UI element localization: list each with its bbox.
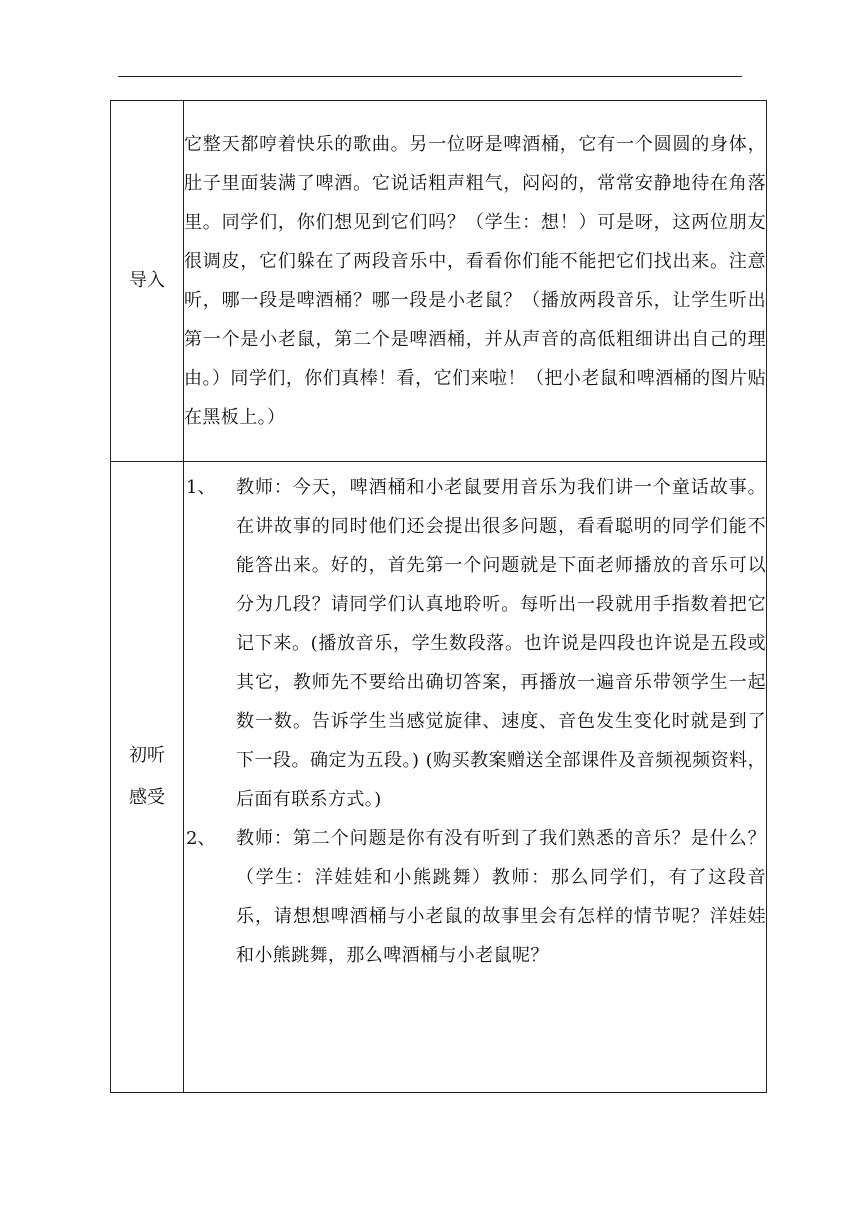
list-item (184, 468, 766, 819)
table-row (111, 101, 767, 462)
table-row (111, 462, 767, 1093)
intro-paragraph: 它整天都哼着快乐的歌曲。另一位呀是啤酒桶，它有一个圆圆的身体，肚子里面装满了啤酒。它说话粗声粗气，闷闷的，常常安静地待在角落里。同学们，你们想见到它们吗？（学生：想！）可是呀，这两位朋友很调皮，它们躲在了两段音乐中，看看你们能不能把它们找出来。注意听，哪一段是啤酒桶？哪一段是小老鼠？（播放两段音乐，让学生听出第一个是小老鼠，第二个是啤酒桶，并从声音的高低粗细讲出自己的理由。）同学们，你们真棒！看，它们来啦！（把小老鼠和啤酒桶的图片贴在黑板上。） (184, 134, 766, 428)
row-label (111, 101, 184, 462)
lesson-plan-table (110, 100, 767, 1093)
item-number: 2、 (186, 828, 216, 849)
item-number: 1、 (186, 477, 216, 498)
item-text: 教师：今天，啤酒桶和小老鼠要用音乐为我们讲一个童话故事。在讲故事的同时他们还会提出很多问题，看看聪明的同学们能不能答出来。好的，首先第一个问题就是下面老师播放的音乐可以分为几段？请同学们认真地聆听。每听出一段就用手指数着把它记下来。(播放音乐，学生数段落。也许说是四段也许说是五段或其它，教师先不要给出确切答案，再播放一遍音乐带领学生一起数一数。告诉学生当感觉旋律、速度、音色发生变化时就是到了下一段。确定为五段。) (购买教案赠送全部课件及音频视频资料，后面有联系方式。) (236, 477, 766, 810)
list-item (184, 819, 766, 975)
item-text: 教师：第二个问题是你有没有听到了我们熟悉的音乐？是什么？（学生：洋娃娃和小熊跳舞）教师：那么同学们，有了这段音乐，请想想啤酒桶与小老鼠的故事里会有怎样的情节呢？洋娃娃和小熊跳舞，那么啤酒桶与小老鼠呢？ (236, 828, 766, 966)
row-content (184, 462, 767, 1093)
row-label-line1: 初听 (129, 745, 165, 766)
row-label-line2: 感受 (129, 787, 165, 808)
row-content (184, 101, 767, 462)
row-label-text: 导入 (129, 270, 165, 291)
row-label (111, 462, 184, 1093)
header-rule (118, 76, 742, 77)
